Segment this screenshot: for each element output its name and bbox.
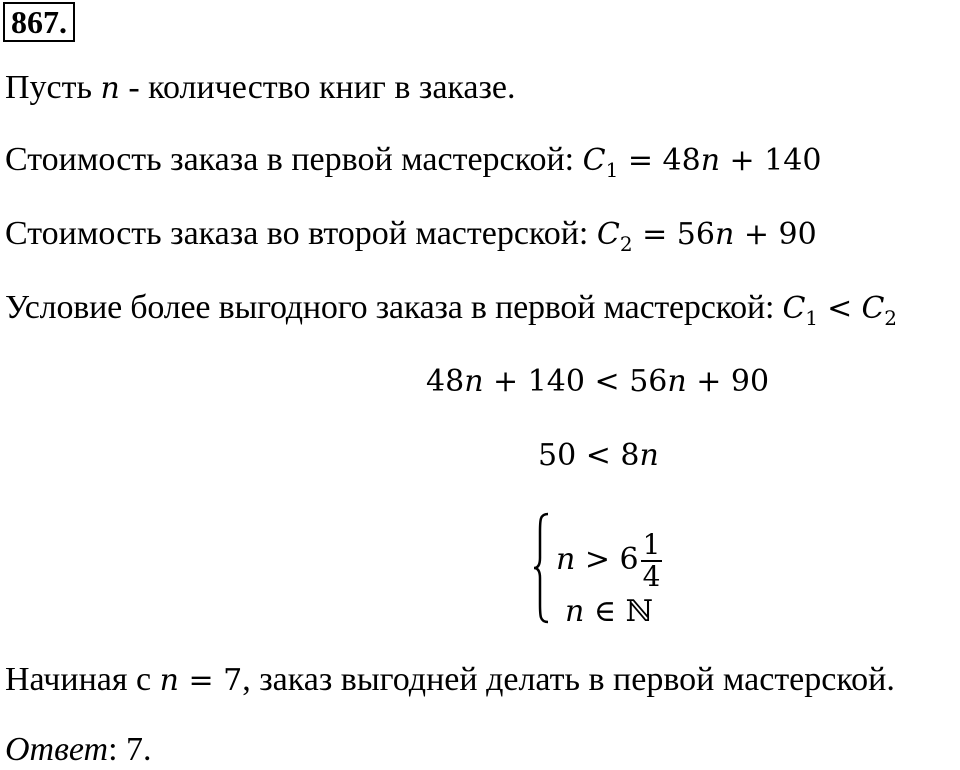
inequality-step-1: 48n + 140 < 56n + 90 [426,364,770,399]
condition-statement: Условие более выгодного заказа в первой мастерской: $C_1 < C_2$ [5,289,897,330]
system-row-2: n ∈ ℕ [565,594,654,629]
problem-number: 867. [3,2,75,42]
conclusion: Начиная с n = 7, заказ выгодней делать в первой мастерской. [5,661,895,698]
system-brace [532,512,550,624]
cost-second-workshop: Стоимость заказа во второй мастерской: $C_2 = 56n + 90$ [5,215,817,256]
cost-first-workshop: Стоимость заказа в первой мастерской: $C_1 = 48n + 140$ [5,141,822,182]
answer: Ответ: 7. [5,731,152,768]
system-row-1: n > 6 $\frac{1}{4}$ [556,528,661,593]
inequality-step-2: 50 < 8n [538,438,659,473]
let-statement: Пусть n - количество книг в заказе. [5,69,516,106]
fraction-one-quarter: $\frac{1}{4}$ [642,528,661,593]
